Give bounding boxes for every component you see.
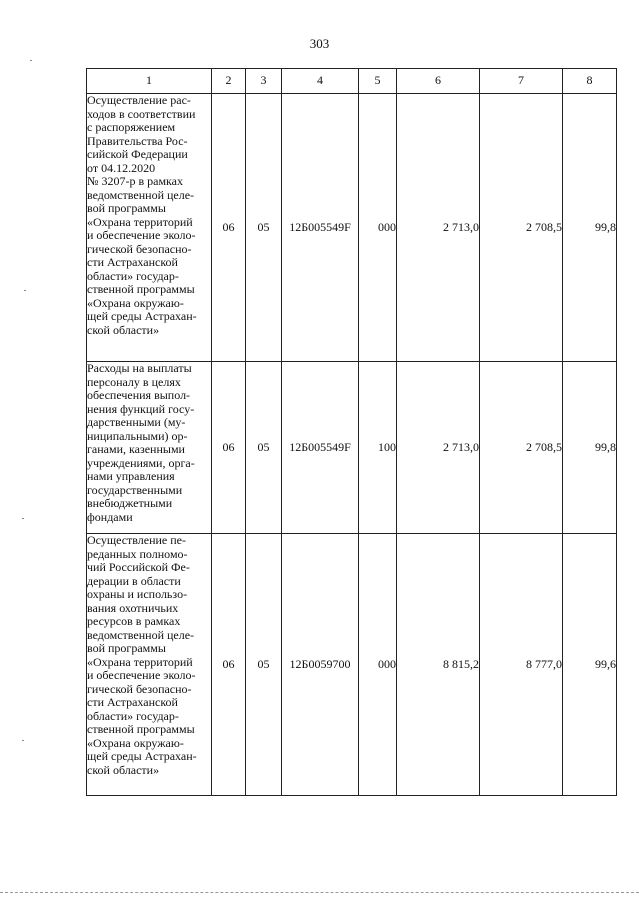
description-line: Осуществление пе-: [87, 533, 187, 547]
description-line: внебюджетными: [87, 496, 173, 510]
page-bottom-rule: [0, 892, 639, 893]
description-line: реданных полномо-: [87, 546, 188, 561]
description-line: «Охрана территорий: [87, 654, 193, 669]
description-line: ганами, казенными: [87, 442, 185, 456]
description-line: ведомственной целе-: [87, 187, 195, 202]
table-body: [87, 94, 617, 796]
header-col-7: 7: [480, 69, 563, 94]
description-line: «Охрана территорий: [87, 214, 193, 229]
description-line: ниципальными) ор-: [87, 428, 188, 443]
description-line: обеспечения выпол-: [87, 388, 191, 402]
cell-approved-amount: 2 713,0: [397, 362, 480, 534]
description-line: «Охрана окружаю-: [87, 735, 184, 750]
description-line: дерации в области: [87, 573, 181, 588]
description-line: «Охрана окружаю-: [87, 295, 184, 310]
scan-speck: [22, 740, 24, 741]
description-line: и обеспечение эколо-: [87, 228, 196, 242]
cell-section: 06: [212, 534, 246, 796]
description-line: № 3207-р в рамках: [87, 174, 184, 188]
table-row: [87, 362, 617, 534]
cell-percent-executed: 99,8: [563, 94, 617, 362]
description-line: персоналу в целях: [87, 374, 181, 389]
cell-expense-type: 000: [359, 94, 397, 362]
description-line: ской области»: [87, 322, 160, 337]
description-line: вой программы: [87, 201, 166, 215]
cell-subsection: 05: [246, 534, 282, 796]
description-line: вой программы: [87, 641, 166, 655]
description-line: щей среды Астрахан-: [87, 749, 197, 763]
description-line: дарственными (му-: [87, 415, 186, 429]
description-line: нами управления: [87, 469, 175, 483]
description-line: и обеспечение эколо-: [87, 668, 196, 682]
description-line: чий Российской Фе-: [87, 560, 190, 574]
header-row: [87, 69, 617, 94]
budget-table: [86, 68, 617, 796]
page-number: 303: [309, 36, 330, 51]
description-line: вания охотничьих: [87, 600, 179, 615]
description-line: области» государ-: [87, 708, 179, 723]
cell-section: 06: [212, 362, 246, 534]
cell-approved-amount: 8 815,2: [397, 534, 480, 796]
cell-executed-amount: 2 708,5: [480, 94, 563, 362]
description-line: с распоряжением: [87, 120, 176, 134]
header-col-5: 5: [359, 69, 397, 94]
cell-description: [87, 534, 212, 796]
cell-subsection: 05: [246, 94, 282, 362]
description-line: охраны и использо-: [87, 587, 188, 601]
description-line: щей среды Астрахан-: [87, 309, 197, 323]
description-line: ской области»: [87, 762, 160, 777]
description-line: сийской Федерации: [87, 147, 188, 161]
description-line: ходов в соответствии: [87, 106, 196, 121]
cell-section: 06: [212, 94, 246, 362]
description-line: ственной программы: [87, 282, 195, 296]
table-row: [87, 534, 617, 796]
description-line: ственной программы: [87, 722, 195, 736]
description-line: государственными: [87, 482, 183, 497]
description-line: от 04.12.2020: [87, 160, 156, 175]
table-header: [87, 69, 617, 94]
cell-percent-executed: 99,8: [563, 362, 617, 534]
header-col-8: 8: [563, 69, 617, 94]
description-line: Правительства Рос-: [87, 133, 188, 148]
cell-executed-amount: 2 708,5: [480, 362, 563, 534]
cell-target-article: 12Б0059700: [282, 534, 359, 796]
description-line: сти Астраханской: [87, 255, 178, 269]
header-col-2: 2: [212, 69, 246, 94]
cell-description: [87, 362, 212, 534]
description-line: сти Астраханской: [87, 695, 178, 709]
description-line: Расходы на выплаты: [87, 361, 192, 375]
description-line: нения функций госу-: [87, 401, 195, 416]
cell-target-article: 12Б005549F: [282, 362, 359, 534]
scan-speck: [24, 290, 26, 291]
cell-percent-executed: 99,6: [563, 534, 617, 796]
header-col-3: 3: [246, 69, 282, 94]
table-row: [87, 94, 617, 362]
description-line: учреждениями, орга-: [87, 455, 195, 470]
header-col-1: 1: [87, 69, 212, 94]
scan-speck: [30, 60, 32, 61]
cell-subsection: 05: [246, 362, 282, 534]
description-line: гической безопасно-: [87, 681, 192, 696]
description-line: фондами: [87, 509, 133, 524]
cell-target-article: 12Б005549F: [282, 94, 359, 362]
cell-expense-type: 100: [359, 362, 397, 534]
description-line: гической безопасно-: [87, 241, 192, 256]
header-col-6: 6: [397, 69, 480, 94]
description-line: области» государ-: [87, 268, 179, 283]
description-line: ведомственной целе-: [87, 627, 195, 642]
description-line: Осуществление рас-: [87, 93, 191, 107]
description-line: ресурсов в рамках: [87, 614, 181, 628]
cell-approved-amount: 2 713,0: [397, 94, 480, 362]
cell-expense-type: 000: [359, 534, 397, 796]
header-col-4: 4: [282, 69, 359, 94]
cell-description: [87, 94, 212, 362]
cell-executed-amount: 8 777,0: [480, 534, 563, 796]
scan-speck: [22, 518, 24, 519]
